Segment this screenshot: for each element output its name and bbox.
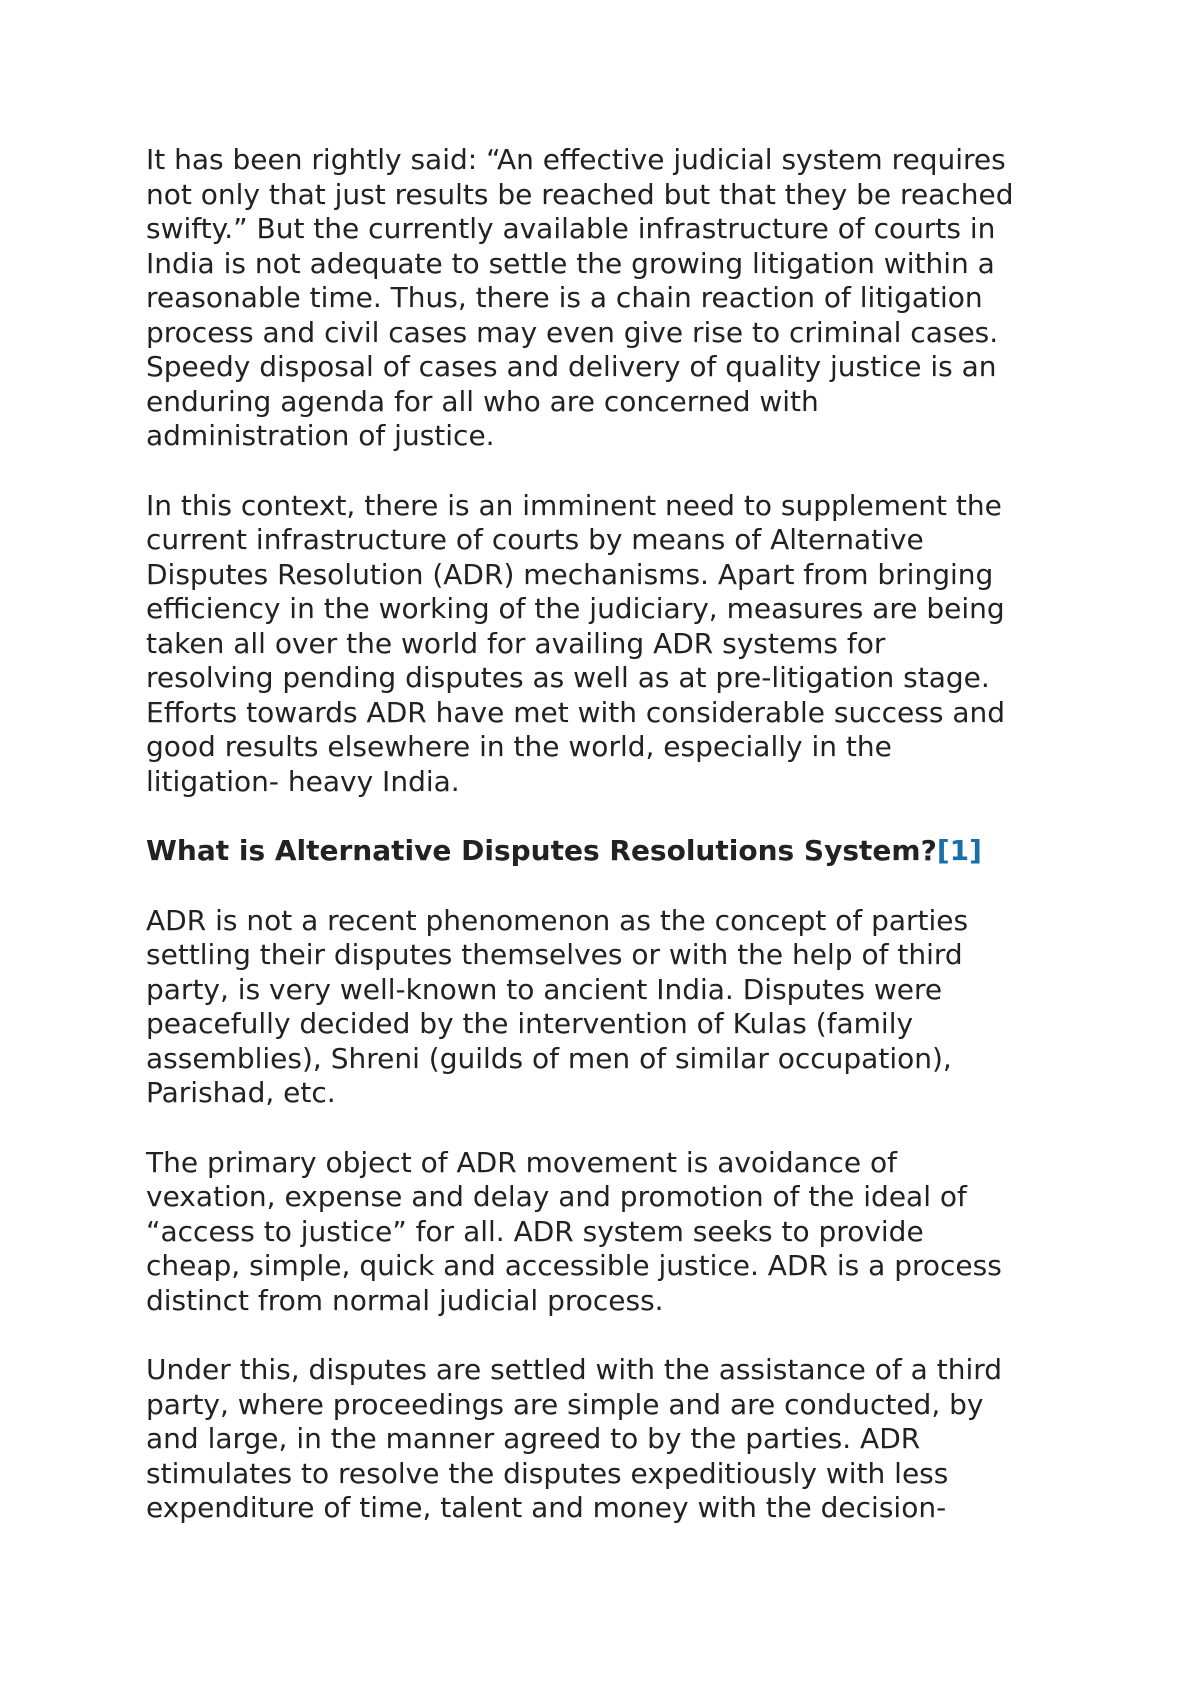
text-line: It has been rightly said: “An effective judicial system requires <box>146 143 1006 176</box>
text-line: India is not adequate to settle the growing litigation within a <box>146 246 995 280</box>
footnote-link[interactable]: [1] <box>936 834 982 867</box>
paragraph-intro <box>146 143 1076 454</box>
text-line: “access to justice” for all. ADR system seeks to provide <box>146 1214 924 1248</box>
text-line: ADR is not a recent phenomenon as the concept of parties <box>146 903 969 937</box>
text-line: good results elsewhere in the world, especially in the <box>146 730 892 763</box>
text-line: not only that just results be reached but that they be reached <box>146 177 1014 211</box>
text-line: stimulates to resolve the disputes expeditiously with less <box>146 1456 949 1490</box>
paragraph-history <box>146 904 1076 1111</box>
text-line: swifty.” But the currently available infrastructure of courts in <box>146 212 996 245</box>
text-line: vexation, expense and delay and promotion of the ideal of <box>146 1180 967 1213</box>
text-line: assemblies), Shreni (guilds of men of similar occupation), <box>146 1041 952 1075</box>
text-line: In this context, there is an imminent need to supplement the <box>146 488 1002 522</box>
text-line: Efforts towards ADR have met with considerable success and <box>146 695 1005 729</box>
section-heading-text: What is Alternative Disputes Resolutions System? <box>146 834 937 867</box>
text-line: current infrastructure of courts by means of Alternative <box>146 523 924 556</box>
text-line: cheap, simple, quick and accessible justice. ADR is a process <box>146 1249 1002 1282</box>
text-line: The primary object of ADR movement is avoidance of <box>146 1145 898 1179</box>
text-line: reasonable time. Thus, there is a chain reaction of litigation <box>146 281 983 314</box>
text-line: litigation- heavy India. <box>146 764 460 798</box>
text-line: Disputes Resolution (ADR) mechanisms. Apart from bringing <box>146 557 994 591</box>
text-line: party, where proceedings are simple and are conducted, by <box>146 1387 984 1421</box>
text-line: process and civil cases may even give rise to criminal cases. <box>146 315 999 349</box>
paragraph-objective <box>146 1146 1076 1319</box>
text-line: peacefully decided by the intervention of Kulas (family <box>146 1007 914 1040</box>
paragraph-context <box>146 489 1076 800</box>
text-line: expenditure of time, talent and money with the decision- <box>146 1491 947 1524</box>
text-line: distinct from normal judicial process. <box>146 1283 664 1317</box>
text-line: Speedy disposal of cases and delivery of quality justice is an <box>146 350 997 383</box>
text-line: Parishad, etc. <box>146 1076 336 1109</box>
text-line: and large, in the manner agreed to by the parties. ADR <box>146 1422 921 1455</box>
section-heading <box>146 834 1076 869</box>
text-line: efficiency in the working of the judiciary, measures are being <box>146 592 1005 625</box>
document-page <box>146 143 1076 1561</box>
text-line: taken all over the world for availing ADR systems for <box>146 626 886 660</box>
text-line: settling their disputes themselves or with the help of third <box>146 938 963 971</box>
text-line: resolving pending disputes as well as at pre-litigation stage. <box>146 661 990 694</box>
text-line: administration of justice. <box>146 419 495 452</box>
text-line: enduring agenda for all who are concerned with <box>146 384 819 418</box>
text-line: Under this, disputes are settled with the assistance of a third <box>146 1353 1003 1386</box>
text-line: party, is very well-known to ancient India. Disputes were <box>146 972 943 1006</box>
paragraph-process <box>146 1353 1076 1526</box>
